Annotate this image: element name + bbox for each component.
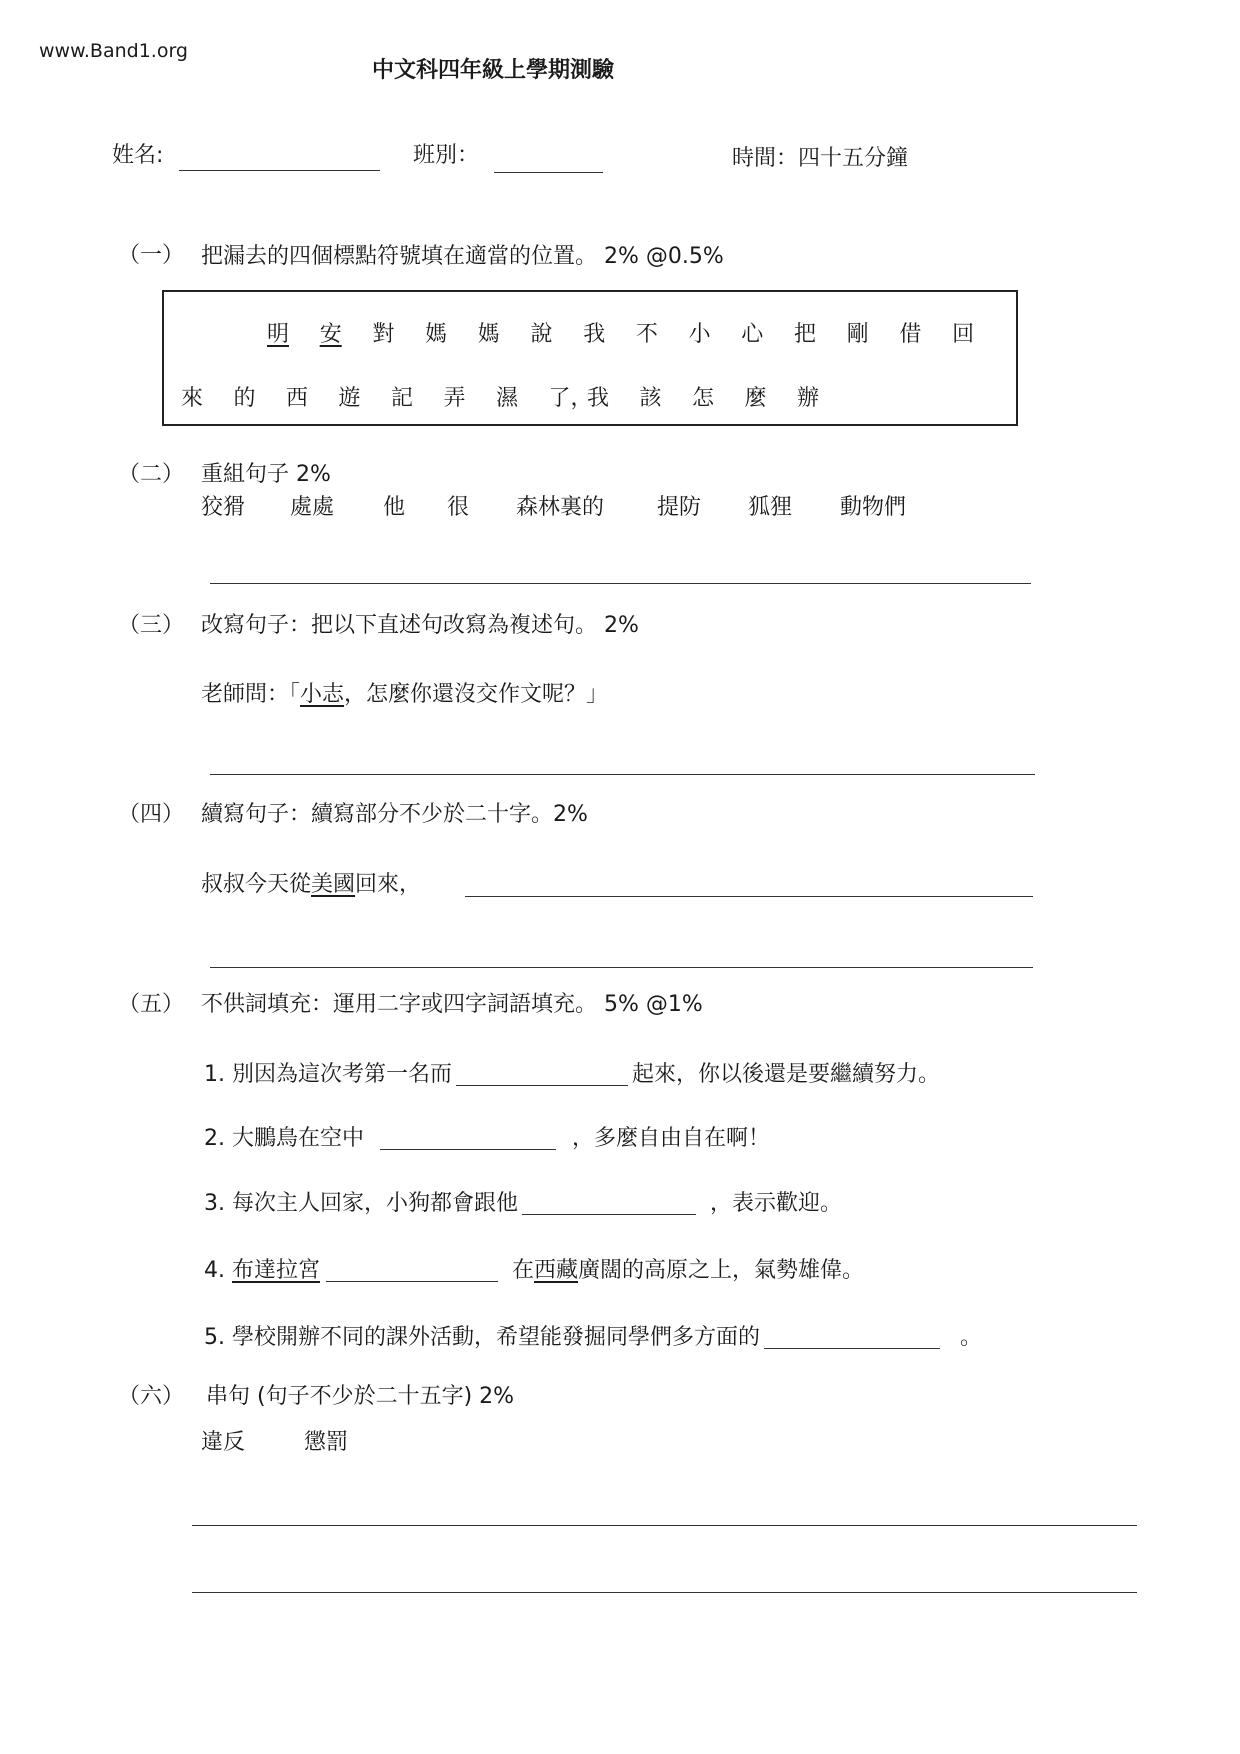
q4-sentence-pre: 叔叔今天從 (201, 872, 312, 897)
q5-blank-2[interactable] (380, 1129, 556, 1150)
passage-char: 媽 (425, 322, 448, 347)
q6-word: 懲罰 (304, 1430, 349, 1455)
q5-item-text: 在 (512, 1258, 535, 1283)
time-label: 時間：四十五分鐘 (732, 146, 909, 171)
q1-instruction: 把漏去的四個標點符號填在適當的位置。 2% @0.5% (201, 244, 724, 269)
passage-char: 剛 (846, 322, 869, 347)
q5-item-text: 2. 大鵬鳥在空中 (204, 1126, 364, 1151)
name-field[interactable] (179, 170, 380, 171)
class-field[interactable] (494, 172, 603, 173)
q2-word: 森林裏的 (516, 495, 605, 520)
passage-char: 弄 (443, 386, 466, 411)
q5-item-5 (204, 1327, 982, 1349)
q3-sentence-pre: 老師問：「 (201, 682, 301, 707)
passage-char: 媽 (477, 322, 500, 347)
q5-blank-5[interactable] (764, 1328, 940, 1349)
q2-word: 狡猾 (201, 495, 246, 520)
passage-char: 記 (391, 386, 414, 411)
q6-word: 違反 (201, 1430, 246, 1455)
passage-char: 對 (372, 322, 395, 347)
q1-passage-box (162, 290, 1018, 426)
passage-char: 不 (635, 322, 658, 347)
q5-item-text: 廣闊的高原之上，氣勢雄偉。 (578, 1258, 865, 1283)
passage-char: 該 (639, 386, 662, 411)
q4-sentence (201, 874, 421, 896)
passage-char: 借 (899, 322, 922, 347)
q5-blank-1[interactable] (456, 1065, 628, 1086)
q6-answer-line-2[interactable] (192, 1592, 1137, 1593)
q3-heading: （三） (118, 613, 185, 638)
passage-char: 小 (688, 322, 711, 347)
q1-heading: （一） (118, 243, 185, 268)
watermark: www.Band1.org (39, 40, 188, 62)
q2-heading: （二） (118, 462, 185, 487)
q3-instruction: 改寫句子：把以下直述句改寫為複述句。 2% (201, 613, 639, 638)
q5-item-place: 布達拉宮 (231, 1258, 320, 1283)
passage-char: 了， (548, 386, 593, 411)
passage-char: 明 (267, 322, 290, 347)
q2-word: 他 (383, 495, 406, 520)
passage-char: 怎 (692, 386, 715, 411)
q5-item-text: 。 (960, 1325, 983, 1350)
passage-char: 濕 (496, 386, 519, 411)
q4-answer-line-2[interactable] (210, 967, 1033, 968)
passage-char: 說 (530, 322, 553, 347)
q5-item-1 (204, 1064, 940, 1086)
page-title: 中文科四年級上學期測驗 (372, 58, 615, 83)
name-label: 姓名: (112, 143, 164, 168)
q2-word: 狐狸 (748, 495, 793, 520)
q3-sentence (201, 684, 608, 706)
passage-char: 心 (741, 322, 764, 347)
q3-sentence-name: 小志 (300, 682, 345, 707)
q2-word: 處處 (290, 495, 335, 520)
q6-instruction: 串句 (句子不少於二十五字) 2% (206, 1384, 515, 1409)
q5-item-text: 1. 別因為這次考第一名而 (204, 1062, 452, 1087)
q5-blank-3[interactable] (522, 1194, 696, 1215)
q5-instruction: 不供詞填充：運用二字或四字詞語填充。 5% @1% (201, 992, 703, 1017)
q4-sentence-post: 回來， (355, 872, 422, 897)
passage-char: 我 (583, 322, 606, 347)
q5-item-text: ，表示歡迎。 (709, 1191, 842, 1216)
q4-sentence-place: 美國 (311, 872, 356, 897)
passage-char: 辦 (797, 386, 820, 411)
q2-word: 動物們 (840, 495, 907, 520)
passage-char: 麼 (744, 386, 767, 411)
q2-answer-line[interactable] (210, 583, 1031, 584)
q5-item-text: 3. 每次主人回家，小狗都會跟他 (204, 1191, 518, 1216)
passage-char: 西 (286, 386, 309, 411)
q6-heading: （六） (118, 1384, 185, 1409)
passage-char: 的 (233, 386, 256, 411)
passage-char: 遊 (338, 386, 361, 411)
q4-instruction: 續寫句子：續寫部分不少於二十字。2% (201, 802, 588, 827)
passage-char: 來 (181, 386, 204, 411)
q3-sentence-post: ，怎麼你還沒交作文呢？」 (344, 682, 609, 707)
q2-word: 很 (447, 495, 470, 520)
passage-char: 安 (319, 322, 342, 347)
q5-heading: （五） (118, 992, 185, 1017)
passage-char: 把 (794, 322, 817, 347)
q5-item-text: 5. 學校開辦不同的課外活動，希望能發掘同學們多方面的 (204, 1325, 760, 1350)
q5-blank-4[interactable] (326, 1261, 498, 1282)
q5-item-2 (204, 1128, 770, 1150)
q5-item-text: 起來，你以後還是要繼續努力。 (631, 1062, 940, 1087)
q5-item-place: 西藏 (534, 1258, 579, 1283)
q6-answer-line-1[interactable] (192, 1525, 1137, 1526)
q5-item-text: ，多麼自由自在啊！ (571, 1126, 770, 1151)
q4-answer-line-1[interactable] (465, 896, 1033, 897)
q3-answer-line[interactable] (210, 774, 1035, 775)
class-label: 班別： (413, 143, 480, 168)
q5-item-3 (204, 1193, 842, 1215)
q4-heading: （四） (118, 802, 185, 827)
passage-char: 我 (587, 386, 610, 411)
passage-char: 回 (952, 322, 975, 347)
q5-item-4 (204, 1260, 864, 1282)
q2-word: 提防 (657, 495, 702, 520)
q2-instruction: 重組句子 2% (201, 462, 331, 487)
q5-item-text: 4. (204, 1258, 232, 1283)
